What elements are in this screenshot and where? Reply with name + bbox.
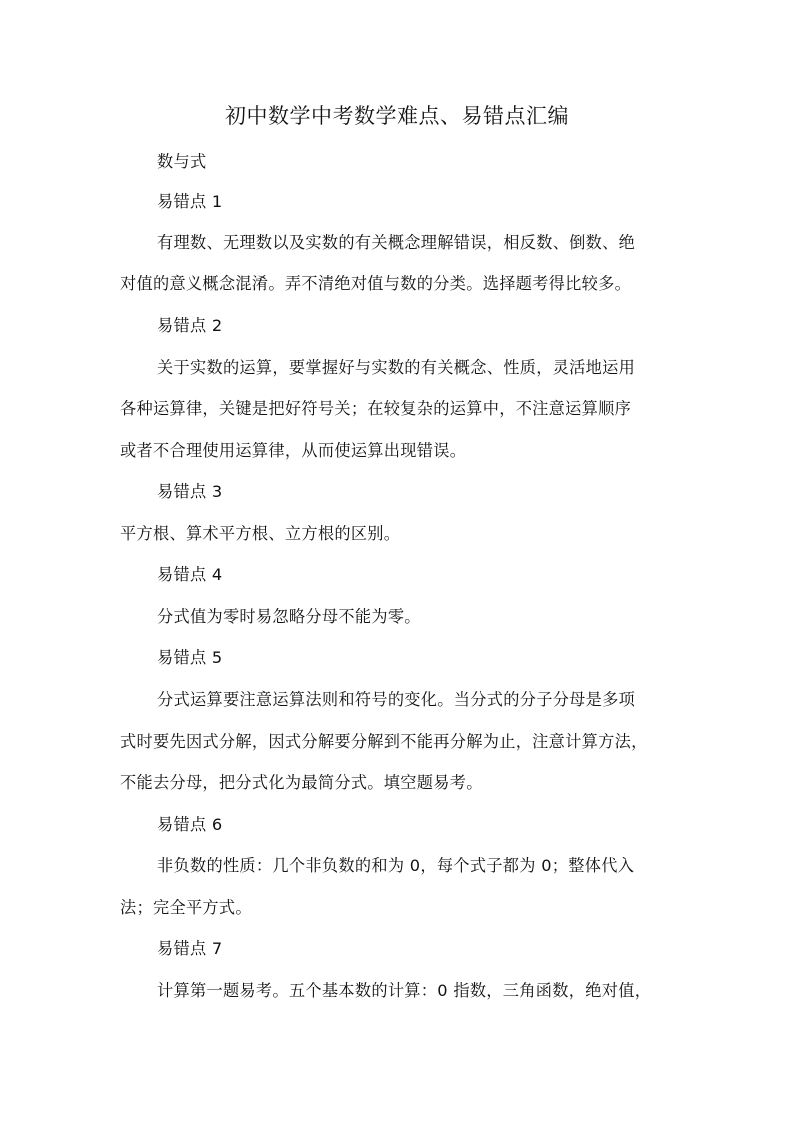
item-heading: 易错点 3: [157, 482, 223, 501]
paragraph-line: 非负数的性质：几个非负数的和为 0，每个式子都为 0；整体代入: [157, 856, 635, 875]
section-heading: 数与式: [157, 152, 207, 171]
paragraph-line: 计算第一题易考。五个基本数的计算：0 指数，三角函数，绝对值，: [157, 981, 652, 1000]
paragraph-line: 关于实数的运算，要掌握好与实数的有关概念、性质，灵活地运用: [157, 358, 636, 377]
item-heading: 易错点 1: [157, 192, 223, 211]
paragraph-line: 式时要先因式分解，因式分解要分解到不能再分解为止，注意计算方法，: [120, 732, 648, 751]
item-heading: 易错点 5: [157, 648, 223, 667]
item-heading: 易错点 7: [157, 939, 223, 958]
paragraph-line: 法；完全平方式。: [120, 898, 252, 917]
item-heading: 易错点 2: [157, 316, 223, 335]
paragraph-line: 各种运算律，关键是把好符号关；在较复杂的运算中，不注意运算顺序: [120, 399, 632, 418]
paragraph-line: 平方根、算术平方根、立方根的区别。: [120, 524, 401, 543]
paragraph-line: 或者不合理使用运算律，从而使运算出现错误。: [120, 441, 467, 460]
item-heading: 易错点 6: [157, 815, 223, 834]
paragraph-line: 不能去分母，把分式化为最简分式。填空题易考。: [120, 773, 483, 792]
paragraph-line: 分式值为零时易忽略分母不能为零。: [157, 607, 421, 626]
paragraph-line: 对值的意义概念混淆。弄不清绝对值与数的分类。选择题考得比较多。: [120, 274, 632, 293]
paragraph-line: 分式运算要注意运算法则和符号的变化。当分式的分子分母是多项: [157, 690, 636, 709]
item-heading: 易错点 4: [157, 565, 223, 584]
document-title: 初中数学中考数学难点、易错点汇编: [225, 104, 569, 128]
paragraph-line: 有理数、无理数以及实数的有关概念理解错误，相反数、倒数、绝: [157, 233, 636, 252]
